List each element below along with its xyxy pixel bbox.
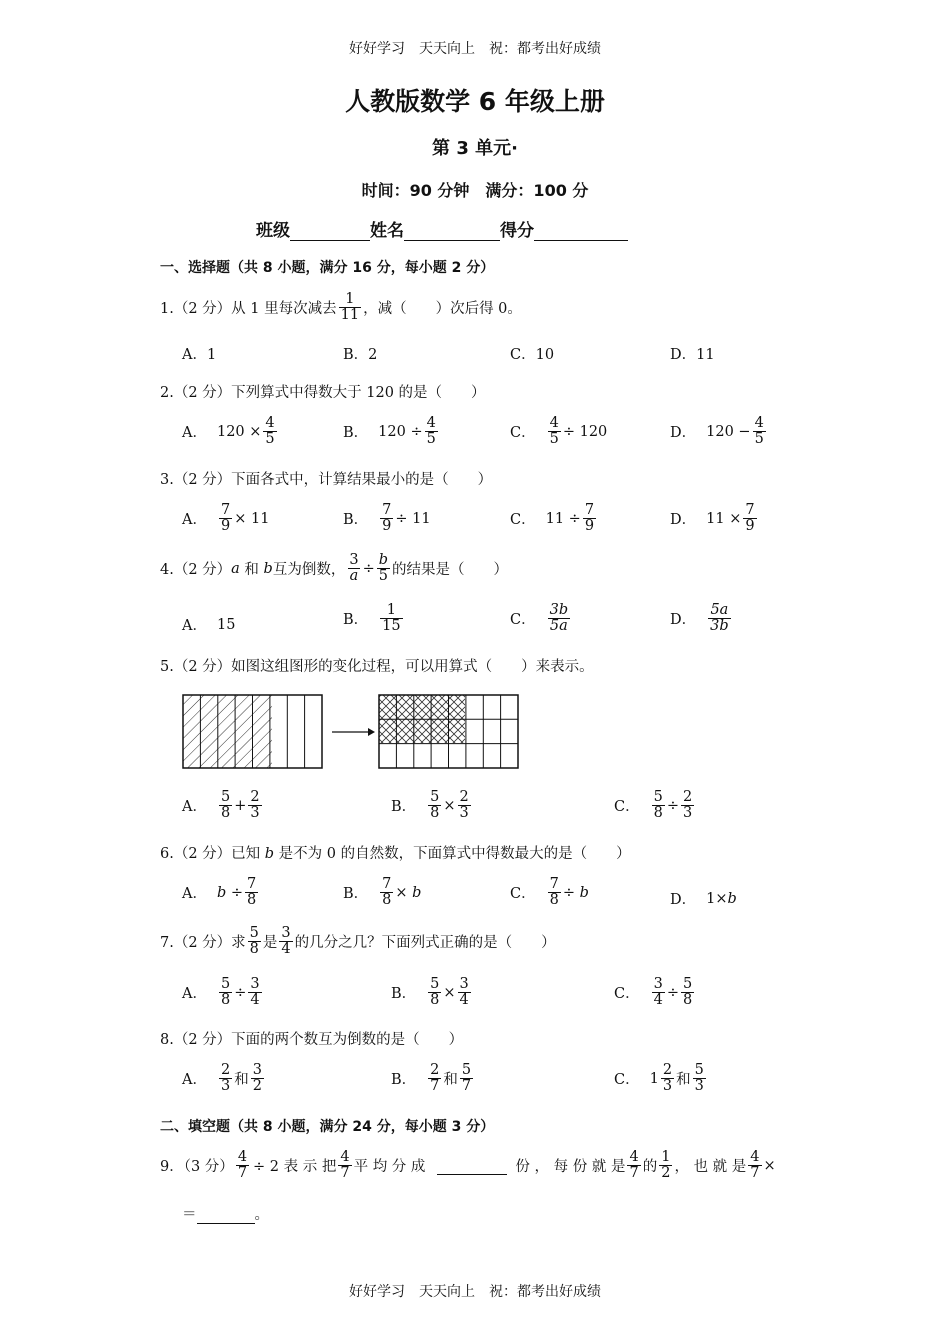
q1-option-a[interactable]: A．1 [182,347,217,363]
q5-arrow-icon [332,728,375,736]
q7-option-b[interactable]: B． $\frac{5}{8}$ × $\frac{3}{4}$ [391,976,469,1008]
question-3: 3.（2 分）下面各式中，计算结果最小的是（ ） [160,472,493,488]
q8-option-c[interactable]: C． 1 $\frac{2}{3}$ 和 $\frac{5}{3}$ [614,1062,704,1094]
q3-option-d[interactable]: D． 11 × $\frac{7}{9}$ [670,502,755,534]
q5-figure-left [183,695,322,768]
q4-option-d[interactable]: D． $\frac{5a}{3b}$ [670,602,729,634]
q5-left-shaded [183,695,272,768]
question-4: 4.（2 分） a 和 b 互为倒数， $\frac{3}{a}$ ÷ $\frac{b}{5}$ 的结果是（ ） [160,552,509,584]
q5-figure-right [379,695,518,768]
q6-option-c[interactable]: C． $\frac{7}{8}$ ÷ b [510,876,589,908]
q5-option-b[interactable]: B． $\frac{5}{8}$ × $\frac{2}{3}$ [391,789,469,821]
q4-option-b[interactable]: B． $\frac{1}{15}$ [343,602,401,634]
class-blank[interactable] [290,240,370,241]
q2-option-c[interactable]: C． $\frac{4}{5}$ ÷ 120 [510,415,608,447]
question-5: 5.（2 分）如图这组图形的变化过程，可以用算式（ ）来表示。 [160,659,594,675]
question-9: 9．（3 分） $\frac{4}{7}$ ÷ 2 表 示 把 $\frac{4}{7}$ 平 均 分 成 份 ， 每 份 就 是 $\frac{4}{7}$ 的 $\frac{1}{2}$ ， 也 就 是 $\frac{4}{7}$ × [160,1149,776,1181]
q6-option-a[interactable]: A． b ÷ $\frac{7}{8}$ [182,876,257,908]
q2-option-a[interactable]: A． 120 × $\frac{4}{5}$ [182,415,275,447]
q8-option-a[interactable]: A． $\frac{2}{3}$ 和 $\frac{3}{2}$ [182,1062,262,1094]
q1-fraction: $\frac{1}{11}$ [340,291,360,323]
q1-option-c[interactable]: C．10 [510,347,555,363]
question-6: 6.（2 分）已知 b 是不为 0 的自然数，下面算式中得数最大的是（ ） [160,846,631,862]
q7-option-a[interactable]: A． $\frac{5}{8}$ ÷ $\frac{3}{4}$ [182,976,260,1008]
question-7: 7.（2 分）求 $\frac{5}{8}$ 是 $\frac{3}{4}$ 的几分之几？下面列式正确的是（ ） [160,925,556,957]
section1-heading: 一、选择题（共 8 小题，满分 16 分，每小题 2 分） [160,260,495,276]
class-label: 班级 [256,221,290,241]
q9-line-2: ＝ 。 [182,1207,269,1223]
section2-heading: 二、填空题（共 8 小题，满分 24 分，每小题 3 分） [160,1119,495,1135]
name-blank[interactable] [404,240,500,241]
score-label: 得分 [500,221,534,241]
q1-suffix: ，减（ ）次后得 0。 [363,301,522,317]
q5-option-c[interactable]: C． $\frac{5}{8}$ ÷ $\frac{2}{3}$ [614,789,693,821]
name-label: 姓名 [370,221,404,241]
q5-option-a[interactable]: A． $\frac{5}{8}$ + $\frac{2}{3}$ [182,789,260,821]
footer-motto: 好好学习 天天向上 祝：都考出好成绩 [349,1284,601,1300]
info-fields [256,216,628,241]
question-8: 8.（2 分）下面的两个数互为倒数的是（ ） [160,1032,464,1048]
header-motto: 好好学习 天天向上 祝：都考出好成绩 [349,41,601,57]
q5-figure [182,694,522,770]
time-info: 时间：90 分钟 满分：100 分 [361,181,589,200]
page-title: 人教版数学 6 年级上册 [345,87,605,116]
q3-option-b[interactable]: B． $\frac{7}{9}$ ÷ 11 [343,502,431,534]
q6-option-d[interactable]: D． 1× b [670,890,737,908]
q6-option-b[interactable]: B． $\frac{7}{8}$ × b [343,876,422,908]
q9-blank-2[interactable] [197,1207,255,1224]
q2-option-b[interactable]: B． 120 ÷ $\frac{4}{5}$ [343,415,436,447]
q4-option-c[interactable]: C． $\frac{3b}{5a}$ [510,602,569,634]
score-blank[interactable] [534,240,628,241]
q1-prefix: 1.（2 分）从 1 里每次减去 [160,301,337,317]
q8-option-b[interactable]: B． $\frac{2}{7}$ 和 $\frac{5}{7}$ [391,1062,472,1094]
question-2: 2.（2 分）下列算式中得数大于 120 的是（ ） [160,385,486,401]
unit-title: 第 3 单元· [432,138,518,159]
q3-option-a[interactable]: A． $\frac{7}{9}$ × 11 [182,502,270,534]
q7-option-c[interactable]: C． $\frac{3}{4}$ ÷ $\frac{5}{8}$ [614,976,693,1008]
q1-option-d[interactable]: D．11 [670,347,715,363]
q3-option-c[interactable]: C． 11 ÷ $\frac{7}{9}$ [510,502,595,534]
q4-option-a[interactable]: A． 15 [182,616,236,634]
question-1 [160,292,522,323]
q1-option-b[interactable]: B．2 [343,347,378,363]
q2-option-d[interactable]: D． 120 − $\frac{4}{5}$ [670,415,764,447]
q9-blank-1[interactable] [437,1156,507,1175]
